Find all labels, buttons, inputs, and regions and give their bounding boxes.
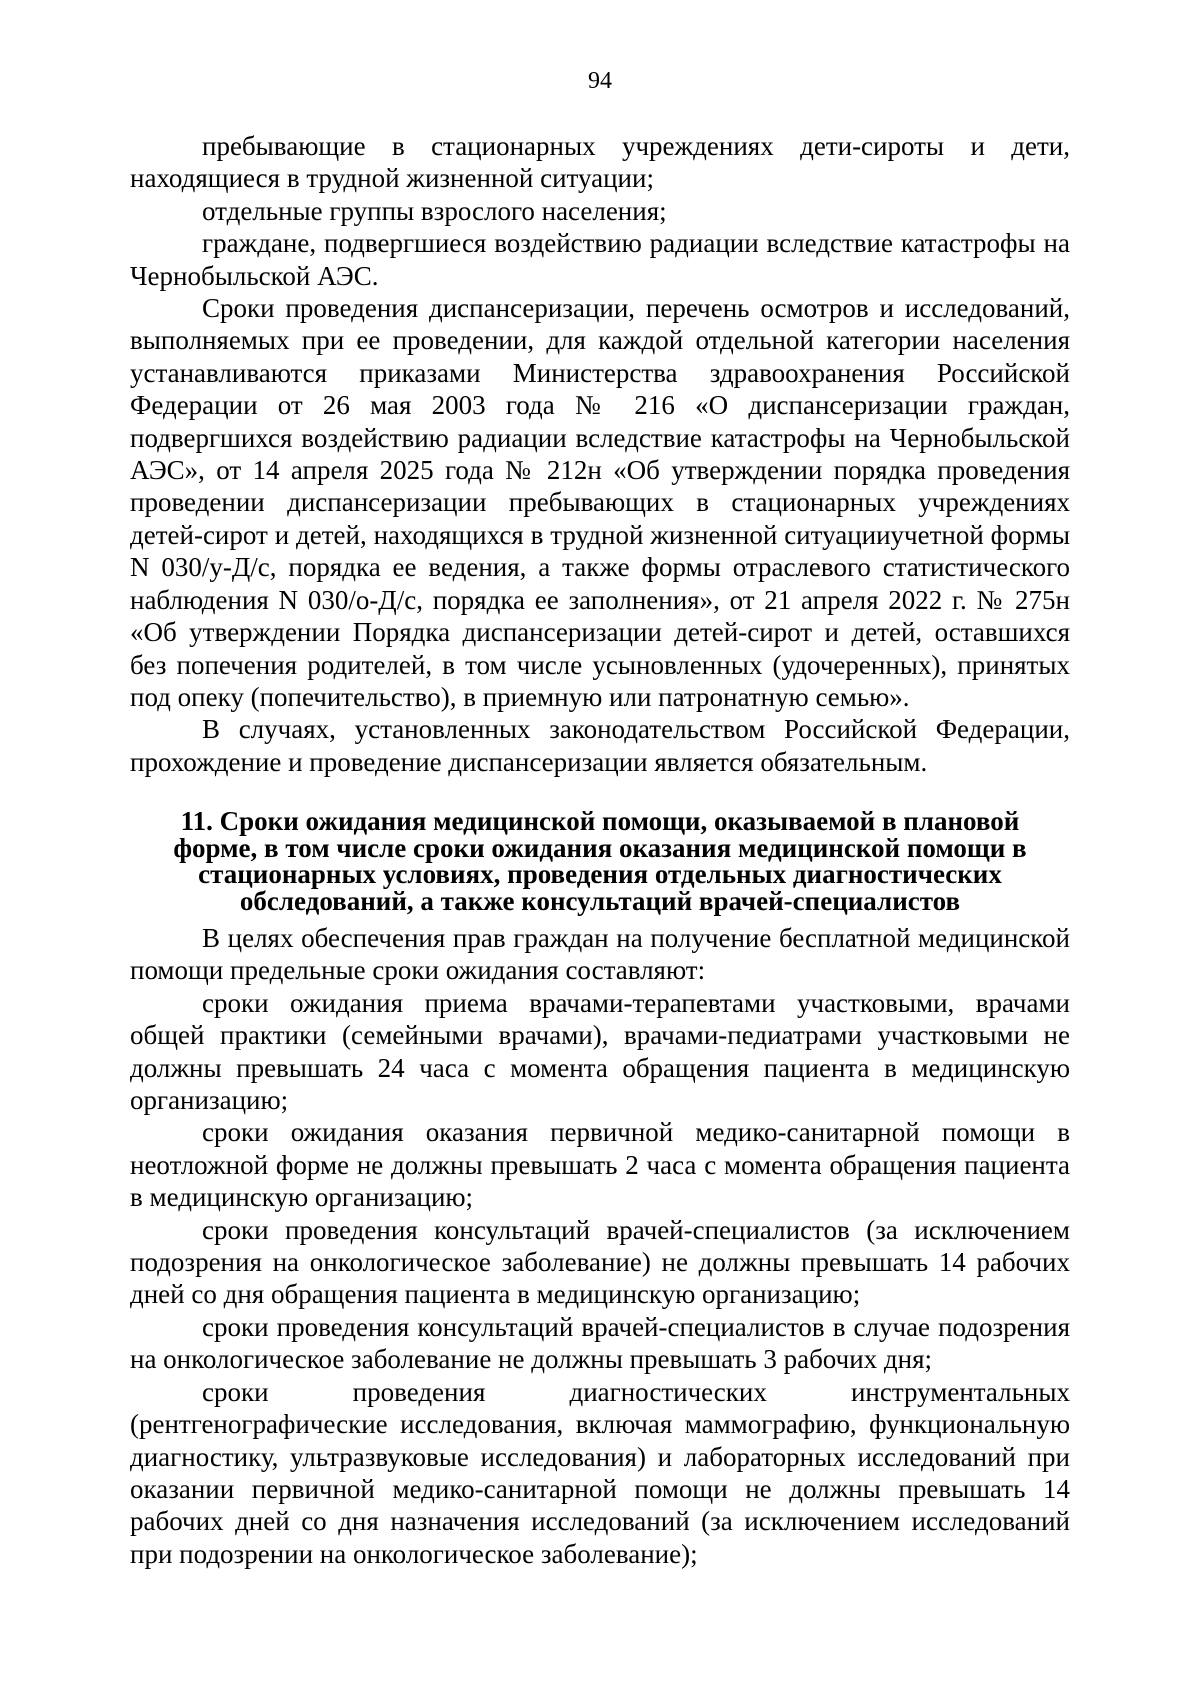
paragraph: пребывающие в стационарных учреждениях дети-сироты и дети, находящиеся в трудной жизненной ситуации;	[130, 131, 1070, 194]
paragraph: сроки проведения диагностических инструментальных (рентгенографические исследования, включая маммографию, функциональную диагностику, ультразвуковые исследования) и лабораторных исследований при оказании первичной медико-санитарной помощи не должны превышать 14 рабочих дней со дня назначения исследований (за исключением исследований при подозрении на онкологическое заболевание);	[130, 1376, 1070, 1569]
body-text-bottom	[130, 922, 1070, 1570]
section-heading-line: обследований, а также консультаций врачей-специалистов	[239, 885, 961, 916]
body-text-top	[130, 130, 1070, 778]
paragraph: отдельные группы взрослого населения;	[202, 195, 667, 226]
paragraph: сроки ожидания оказания первичной медико-санитарной помощи в неотложной форме не должны превышать 2 часа с момента обращения пациента в медицинскую организацию;	[130, 1117, 1070, 1213]
section-heading-line: форме, в том числе сроки ожидания оказания медицинской помощи в	[173, 832, 1027, 863]
paragraph: сроки ожидания приема врачами-терапевтами участковыми, врачами общей практики (семейными врачами), врачами-педиатрами участковыми не должны превышать 24 часа с момента обращения пациента в медицинскую организацию;	[130, 987, 1070, 1116]
paragraph: граждане, подвергшиеся воздействию радиации вследствие катастрофы на Чернобыльской АЭС.	[130, 228, 1070, 291]
paragraph: сроки проведения консультаций врачей-специалистов в случае подозрения на онкологическое заболевание не должны превышать 3 рабочих дня;	[130, 1311, 1070, 1375]
page-number: 94	[588, 68, 612, 94]
section-heading-line: стационарных условиях, проведения отдельных диагностических	[198, 859, 1002, 889]
paragraph: В целях обеспечения прав граждан на получение бесплатной медицинской помощи предельные сроки ожидания составляют:	[130, 923, 1070, 986]
paragraph: В случаях, установленных законодательством Российской Федерации, прохождение и проведение диспансеризации является обязательным.	[130, 714, 1070, 777]
section-heading-line: 11. Сроки ожидания медицинской помощи, оказываемой в плановой	[180, 806, 1020, 836]
paragraph: сроки проведения консультаций врачей-специалистов (за исключением подозрения на онкологическое заболевание) не должны превышать 14 рабочих дней со дня обращения пациента в медицинскую организацию;	[130, 1214, 1070, 1310]
section-heading	[130, 808, 1070, 914]
document-page	[130, 0, 1070, 1697]
paragraph: Сроки проведения диспансеризации, перечень осмотров и исследований, выполняемых при ее проведении, для каждой отдельной категории населения устанавливаются приказами Министерства здравоохранения Российской Федерации от 26 мая 2003 года № 216 «О диспансеризации граждан, подвергшихся воздействию радиации вследствие катастрофы на Чернобыльской АЭС», от 14 апреля 2025 года № 212н «Об утверждении порядка проведения проведении диспансеризации пребывающих в стационарных учреждениях детей-сирот и детей, находящихся в трудной жизненной ситуацииучетной формы N 030/у-Д/с, порядка ее ведения, а также формы отраслевого статистического наблюдения N 030/о-Д/с, порядка ее заполнения», от 21 апреля 2022 г. № 275н «Об утверждении Порядка диспансеризации детей-сирот и детей, оставшихся без попечения родителей, в том числе усыновленных (удочеренных), принятых под опеку (попечительство), в приемную или патронатную семью».	[130, 293, 1070, 712]
